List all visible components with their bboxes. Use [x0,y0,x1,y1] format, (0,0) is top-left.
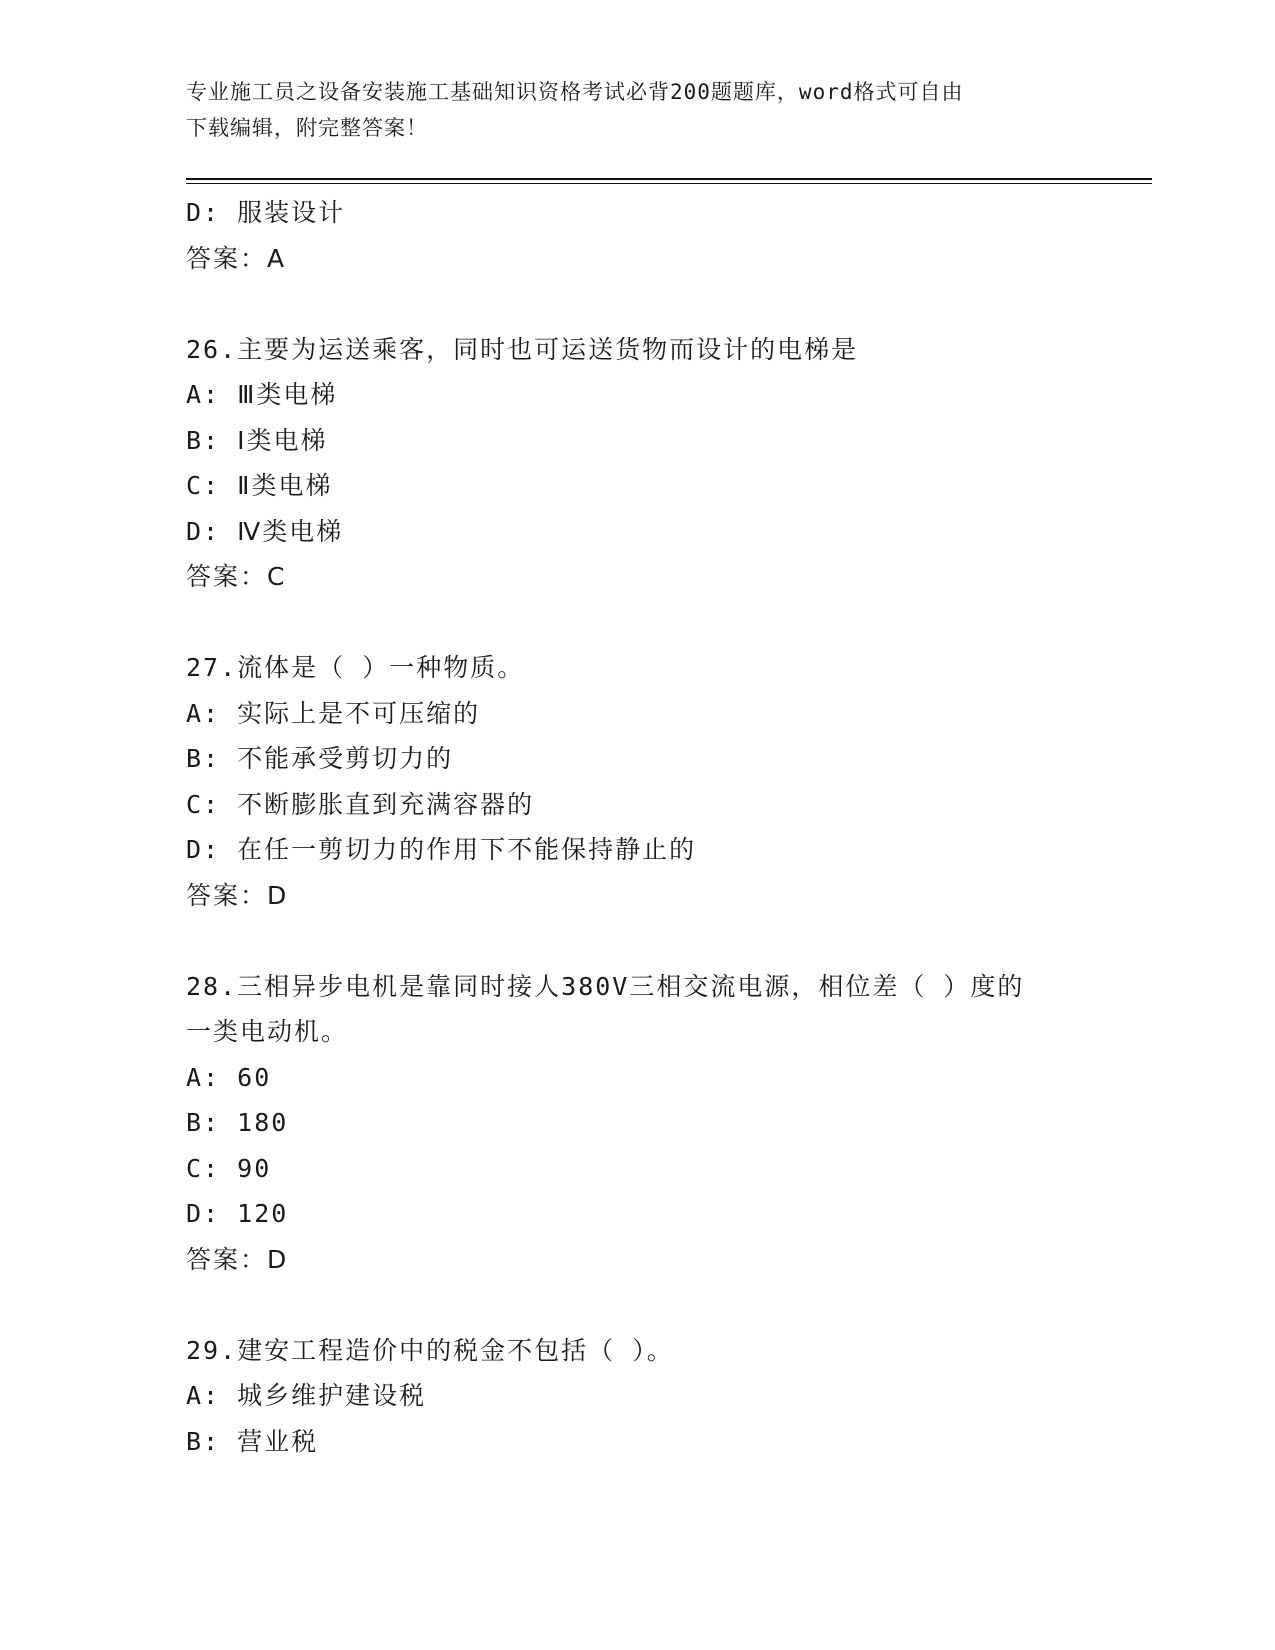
header-divider-thick [186,178,1152,180]
question-27 [186,645,1146,918]
answer-line: 答案：A [186,243,287,273]
option-a: A: 60 [186,1062,272,1092]
option-b: B: Ⅰ类电梯 [186,425,328,455]
question-stem: 26.主要为运送乘客，同时也可运送货物而设计的电梯是 [186,334,859,364]
option-d: D: 服装设计 [186,198,346,227]
document-header [186,74,1086,146]
spacer [186,1282,1146,1328]
spacer [186,281,1146,327]
question-stem-line-1: 28.三相异步电机是靠同时接人380V三相交流电源，相位差（ ）度的 [186,971,1025,1001]
answer-line: 答案：D [186,880,289,910]
option-a: A: Ⅲ类电梯 [186,380,338,409]
question-stem-line-2: 一类电动机。 [186,1017,349,1046]
question-26 [186,327,1146,600]
option-c: C: 90 [186,1153,272,1183]
option-b: B: 180 [186,1108,289,1137]
option-d: D: Ⅳ类电梯 [186,516,344,546]
question-25-tail [186,190,1146,281]
header-divider-thin [186,183,1152,184]
spacer [186,918,1146,964]
answer-line: 答案：D [186,1244,289,1274]
header-line-2: 下载编辑，附完整答案！ [186,116,428,140]
option-d: D: 在任一剪切力的作用下不能保持静止的 [186,835,697,864]
option-c: C: 不断膨胀直到充满容器的 [186,789,535,819]
option-a: A: 城乡维护建设税 [186,1381,427,1410]
answer-line: 答案：C [186,562,287,591]
header-line-1: 专业施工员之设备安装施工基础知识资格考试必背200题题库，word格式可自由 [186,80,964,104]
question-content [186,190,1146,1464]
question-stem: 29.建安工程造价中的税金不包括（ ）。 [186,1335,674,1365]
option-c: C: Ⅱ类电梯 [186,471,333,500]
question-29 [186,1328,1146,1465]
option-b: B: 营业税 [186,1426,319,1456]
question-stem: 27.流体是（ ）一种物质。 [186,653,525,682]
option-b: B: 不能承受剪切力的 [186,744,454,773]
option-d: D: 120 [186,1199,289,1228]
spacer [186,600,1146,646]
question-28 [186,964,1146,1283]
option-a: A: 实际上是不可压缩的 [186,698,481,728]
